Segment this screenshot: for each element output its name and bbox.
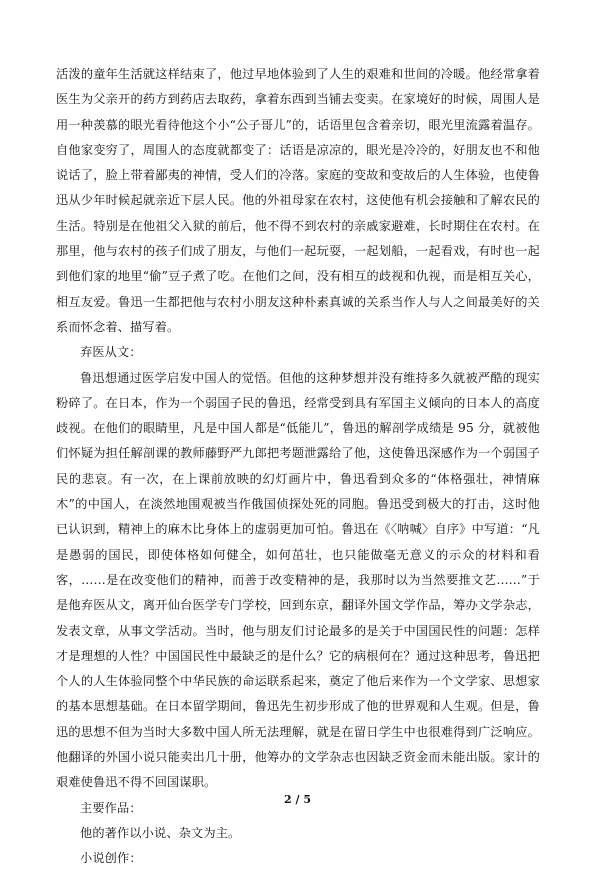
page-number: 2 / 5 [284,793,311,806]
section-heading-medicine: 弃医从文： [80,345,142,360]
document-body [56,62,540,872]
section-heading-works: 主要作品： [80,800,142,815]
section-heading-novels: 小说创作： [80,851,142,866]
medicine-paragraph: 鲁迅想通过医学启发中国人的觉悟。但他的这种梦想并没有维持多久就被严酷的现实粉碎了。在日本，作为一个弱国子民的鲁迅，经常受到具有军国主义倾向的日本人的高度歧视。在他们的眼睛里，凡是中国人都是“低能儿”，鲁迅的解剖学成绩是 95 分，就被他们怀疑为担任解剖课的教师藤野严九郎把考题泄露给了他，这使鲁迅深感作为一个弱国子民的悲哀。有一次，在上课前放映的幻灯画片中，鲁迅看到众多的“体格强壮，神情麻木”的中国人，在淡然地围观被当作俄国侦探处死的同胞。鲁迅受到极大的打击，这时他已认识到，精神上的麻木比身体上的虚弱更加可怕。鲁迅在《〈呐喊〉自序》中写道：“凡是愚弱的国民，即使体格如何健全，如何茁壮，也只能做毫无意义的示众的材料和看客，……是在改变他们的精神，而善于改变精神的是，我那时以为当然要推文艺……”于是他弃医从文，离开仙台医学专门学校，回到东京，翻译外国文学作品，筹办文学杂志，发表文章，从事文学活动。当时，他与朋友们讨论最多的是关于中国国民性的问题：怎样才是理想的人性？中国国民性中最缺乏的是什么？它的病根何在？通过这种思考，鲁迅把个人的人生体验同整个中华民族的命运联系起来，奠定了他后来作为一个文学家、思想家的基本思想基础。在日本留学期间，鲁迅先生初步形成了他的世界观和人生观。但是，鲁迅的思想不但为当时大多数中国人所无法理解，就是在留日学生中也很难得到广泛响应。他翻译的外国小说只能卖出几十册，他筹办的文学杂志也因缺乏资金而未能出版。家计的艰难使鲁迅不得不回国谋职。 [56,370,540,790]
childhood-paragraph: 活泼的童年生活就这样结束了，他过早地体验到了人生的艰难和世间的冷暖。他经常拿着医生为父亲开的药方到药店去取药，拿着东西到当铺去变卖。在家境好的时候，周围人是用一种羡慕的眼光看待他这个小“公子哥儿”的，话语里包含着亲切，眼光里流露着温存。自他家变穷了，周围人的态度就都变了：话语是凉凉的，眼光是冷冷的，好朋友也不和他说话了，脸上带着鄙夷的神情，受人们的冷落。家庭的变故和变故后的人生体验，也使鲁迅从少年时候起就亲近下层人民。他的外祖母家在农村，这使他有机会接触和了解农民的生活。特别是在他祖父入狱的前后，他不得不到农村的亲戚家避难，长时期住在农村。在那里，他与农村的孩子们成了朋友，与他们一起玩耍，一起划船，一起看戏，有时也一起到他们家的地里“偷”豆子煮了吃。在他们之间，没有相互的歧视和仇视，而是相互关心，相互友爱。鲁迅一生都把他与农村小朋友这种朴素真诚的关系当作人与人之间最美好的关系而怀念着、描写着。 [56,67,540,334]
works-paragraph: 他的著作以小说、杂文为主。 [80,825,241,840]
